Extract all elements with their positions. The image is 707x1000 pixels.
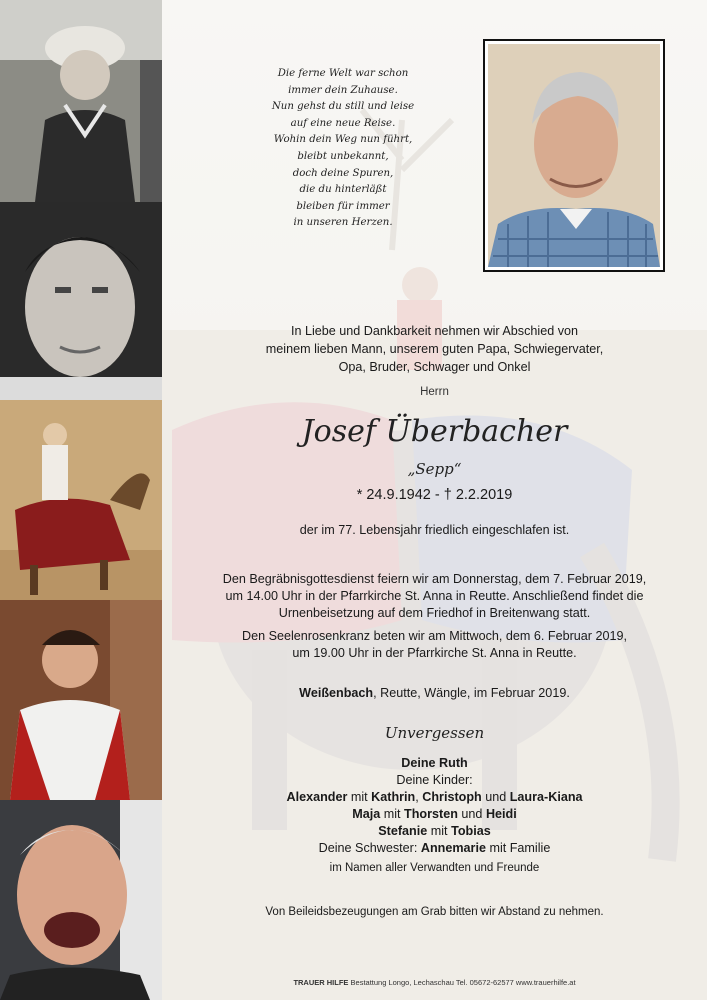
family-row: Maja mit Thorsten und Heidi [352, 807, 517, 821]
footer [162, 978, 707, 987]
poem-line: immer dein Zuhause. [288, 84, 398, 96]
footer-brand: TRAUER HILFE [293, 978, 349, 987]
deceased-name: Josef Überbacher [301, 414, 568, 449]
poem-line: doch deine Spuren, [292, 167, 394, 179]
nickname: „Sepp“ [407, 460, 462, 478]
poem-line: auf eine neue Reise. [290, 117, 396, 129]
intro-text [162, 322, 707, 376]
memorial-poem [238, 66, 448, 232]
poem-line: bleiben für immer [296, 200, 390, 212]
photo-laughing-man [0, 800, 162, 1000]
photo-strip [0, 0, 162, 1000]
photo-child-sailor [0, 0, 162, 202]
funeral-info [162, 571, 707, 622]
funeral-line: Den Begräbnisgottesdienst feiern wir am Donnerstag, dem 7. Februar 2019, [222, 572, 647, 586]
funeral-line: Urnenbeisetzung auf dem Friedhof in Breitenwang statt. [278, 606, 591, 620]
footer-text: Bestattung Longo, Lechaschau Tel. 05672-62577 www.trauerhilfe.at [348, 978, 576, 987]
intro-line: meinem lieben Mann, unserem guten Papa, Schwiegervater, [265, 342, 604, 356]
rosary-line: um 19.00 Uhr in der Pfarrkirche St. Anna in Reutte. [292, 646, 577, 660]
portrait-photo [483, 39, 665, 272]
photo-man-red-vest [0, 600, 162, 800]
family-row: Stefanie mit Tobias [378, 824, 491, 838]
life-dates: * 24.9.1942 - † 2.2.2019 [356, 487, 513, 503]
rosary-line: Den Seelenrosenkranz beten wir am Mittwoch, dem 6. Februar 2019, [241, 629, 627, 643]
poem-line: bleibt unbekannt, [297, 150, 389, 162]
sister-row: Deine Schwester: Annemarie mit Familie [318, 841, 551, 855]
poem-line: Nun gehst du still und leise [271, 101, 415, 113]
poem-line: Die ferne Welt war schon [277, 68, 409, 79]
family-row: Alexander mit Kathrin, Christoph und Laura-Kiana [286, 790, 583, 804]
condolence-note: Von Beileidsbezeugungen am Grab bitten wir Abstand zu nehmen. [265, 906, 604, 918]
family-list [162, 755, 707, 877]
photo-young-man [0, 202, 162, 400]
rosary-info [162, 628, 707, 662]
place-main: Weißenbach [299, 686, 374, 700]
wife-name: Deine Ruth [401, 756, 468, 770]
children-label: Deine Kinder: [396, 773, 473, 787]
unvergessen-heading: Unvergessen [384, 724, 485, 742]
relatives-line: im Namen aller Verwandten und Freunde [329, 862, 540, 874]
poem-line: Wohin dein Weg nun führt, [273, 134, 413, 146]
photo-camel-rider [0, 400, 162, 600]
poem-line: die du hinterläßt [299, 184, 387, 196]
intro-line: In Liebe und Dankbarkeit nehmen wir Abschied von [290, 324, 579, 338]
funeral-line: um 14.00 Uhr in der Pfarrkirche St. Anna in Reutte. Anschließend findet die [225, 589, 644, 603]
place-rest: , Reutte, Wängle, im Februar 2019. [373, 686, 570, 700]
intro-line: Opa, Bruder, Schwager und Onkel [338, 360, 531, 374]
salutation: Herrn [420, 386, 449, 398]
passing-note: der im 77. Lebensjahr friedlich eingeschlafen ist. [299, 523, 570, 537]
poem-line: in unseren Herzen. [293, 217, 393, 229]
place-date [162, 686, 707, 700]
